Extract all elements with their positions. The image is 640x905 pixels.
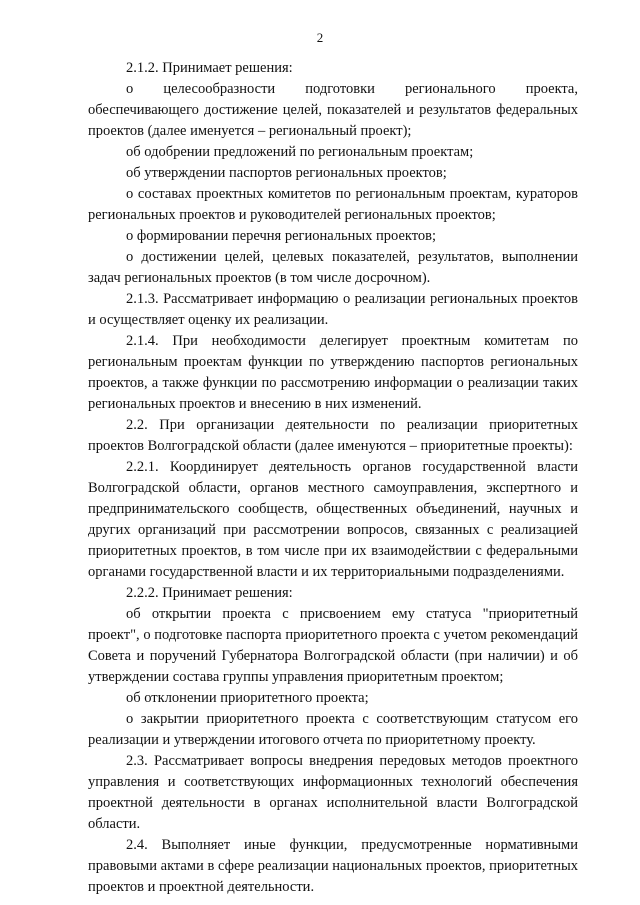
paragraph-item: о целесообразности подготовки регионального проекта, обеспечивающего достижение целей, показателей и результатов федеральных проектов (далее именуется – региональный проект);	[88, 81, 578, 139]
page-number: 2	[316, 30, 324, 45]
paragraph-item: об одобрении предложений по региональным проектам;	[126, 144, 474, 160]
paragraph-2-1-3: 2.1.3. Рассматривает информацию о реализации региональных проектов и осуществляет оценку их реализации.	[88, 291, 578, 328]
paragraph-2-2-1: 2.2.1. Координирует деятельность органов государственной власти Волгоградской области, органов местного самоуправления, экспертного и предпринимательского сообществ, общественных объединений, научных и других организаций при рассмотрении вопросов, связанных с реализацией приоритетных проектов, в том числе при их взаимодействии с федеральными органами государственной власти и их территориальными подразделениями.	[88, 459, 578, 580]
document-body	[88, 58, 578, 898]
paragraph-item: о закрытии приоритетного проекта с соответствующим статусом его реализации и утверждении итогового отчета по приоритетному проекту.	[88, 711, 578, 748]
paragraph-item: о достижении целей, целевых показателей, результатов, выполнении задач региональных проектов (в том числе досрочном).	[88, 249, 578, 286]
paragraph-2-4: 2.4. Выполняет иные функции, предусмотренные нормативными правовыми актами в сфере реализации национальных проектов, приоритетных проектов и проектной деятельности.	[88, 837, 578, 895]
paragraph-2-1-4: 2.1.4. При необходимости делегирует проектным комитетам по региональным проектам функции по утверждению паспортов региональных проектов, а также функции по рассмотрению информации о реализации таких региональных проектов и внесению в них изменений.	[88, 333, 578, 412]
paragraph-item: об отклонении приоритетного проекта;	[126, 690, 369, 706]
paragraph-item: об утверждении паспортов региональных проектов;	[126, 165, 447, 181]
paragraph-2-3: 2.3. Рассматривает вопросы внедрения передовых методов проектного управления и соответствующих информационных технологий обеспечения проектной деятельности в органах исполнительной власти Волгоградской области.	[88, 753, 578, 832]
paragraph-item: об открытии проекта с присвоением ему статуса "приоритетный проект", о подготовке паспорта приоритетного проекта с учетом рекомендаций Совета и поручений Губернатора Волгоградской области (при наличии) и об утверждении состава группы управления приоритетным проектом;	[88, 606, 578, 685]
paragraph-item: о формировании перечня региональных проектов;	[126, 228, 437, 244]
paragraph-item: о составах проектных комитетов по региональным проектам, кураторов региональных проектов и руководителей региональных проектов;	[88, 186, 578, 223]
paragraph-2-1-2: 2.1.2. Принимает решения:	[126, 60, 293, 76]
paragraph-2-2: 2.2. При организации деятельности по реализации приоритетных проектов Волгоградской области (далее именуются – приоритетные проекты):	[88, 417, 578, 454]
paragraph-2-2-2: 2.2.2. Принимает решения:	[126, 585, 293, 601]
